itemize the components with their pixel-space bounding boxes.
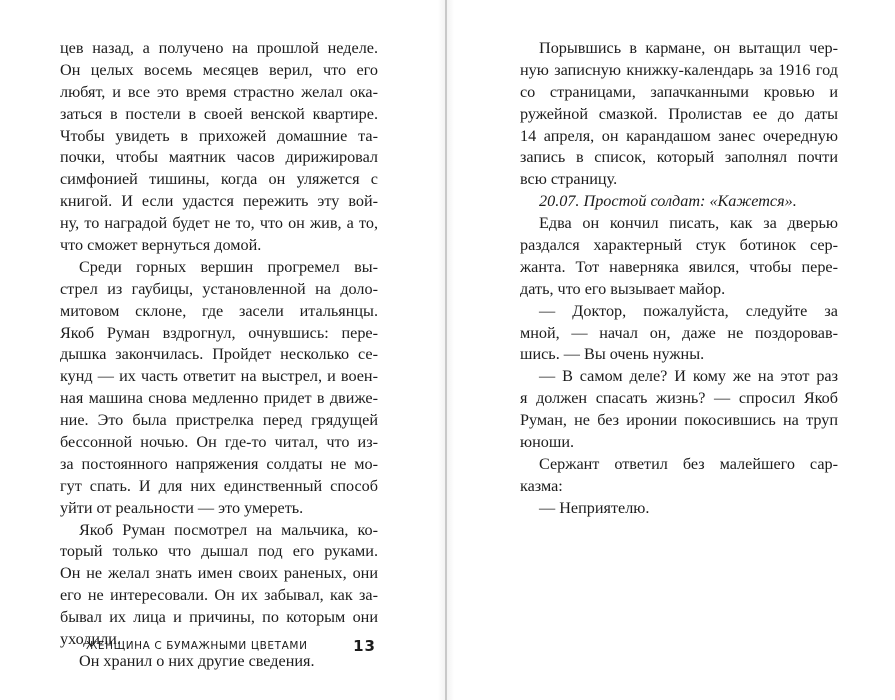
left-page-footer bbox=[60, 637, 378, 657]
left-line-23: Якоб Руман посмотрел на мальчика, ко- bbox=[79, 520, 378, 539]
right-line-22: — Неприятелю. bbox=[539, 498, 650, 517]
right-line-17: я должен спасать жизнь? — спросил Якоб bbox=[520, 389, 838, 408]
left-line-19: бессонной ночью. Он где-то читал, что из- bbox=[60, 433, 378, 452]
running-title: ЖЕНЩИНА С БУМАЖНЫМИ ЦВЕТАМИ bbox=[86, 640, 308, 652]
left-line-4: заться в постели в своей венской квартире. bbox=[60, 104, 378, 123]
left-line-7: симфонией тишины, когда он уляжется с bbox=[60, 170, 378, 189]
left-line-13: митовом склоне, где засели итальянцы. bbox=[60, 301, 378, 320]
right-page-text bbox=[520, 38, 838, 520]
left-line-21: гут спать. И для них единственный способ bbox=[60, 476, 378, 495]
right-line-13: — Доктор, пожалуйста, следуйте за bbox=[539, 301, 838, 320]
right-line-4: ружейной смазкой. Пролистав ее до даты bbox=[520, 104, 838, 123]
left-line-20: за постоянного напряжения солдаты не мо- bbox=[60, 454, 378, 473]
left-line-15: дышка закончилась. Пройдет несколько се- bbox=[60, 345, 378, 364]
left-line-12: стрел из гаубицы, установленной на доло- bbox=[60, 279, 378, 298]
right-line-9: Едва он кончил писать, как за дверью bbox=[539, 214, 838, 233]
left-line-18: ние. Это была пристрелка перед грядущей bbox=[60, 411, 378, 430]
left-page-text bbox=[60, 38, 378, 673]
right-line-21: казма: bbox=[520, 476, 563, 495]
right-line-10: раздался характерный стук ботинок сер- bbox=[520, 236, 838, 255]
right-line-5: 14 апреля, он карандашом занес очередную bbox=[520, 126, 838, 145]
left-line-22: уйти от реальности — это умереть. bbox=[60, 498, 304, 517]
right-line-14: мной, — начал он, даже не поздоровав- bbox=[520, 323, 838, 342]
left-line-5: Чтобы увидеть в прихожей домашние та- bbox=[60, 126, 378, 145]
left-line-10: что сможет вернуться домой. bbox=[60, 236, 262, 255]
right-line-18: Руман, не без иронии покосившись на труп bbox=[520, 411, 838, 430]
left-line-9: ну, то наградой будет не то, что он жив, а то, bbox=[60, 214, 378, 233]
left-line-8: книгой. И если удастся пережить эту вой- bbox=[60, 192, 378, 211]
left-line-1: цев назад, а получено на прошлой неделе. bbox=[60, 39, 378, 57]
right-line-11: жанта. Тот наверняка явился, чтобы пере- bbox=[520, 257, 838, 276]
right-line-16: — В самом деле? И кому же на этот раз bbox=[539, 367, 838, 386]
left-line-11: Среди горных вершин прогремел вы- bbox=[79, 257, 378, 276]
right-line-1: Порывшись в кармане, он вытащил чер- bbox=[539, 39, 838, 57]
left-line-24: торый только что дышал под его руками. bbox=[60, 542, 378, 561]
right-line-7: всю страницу. bbox=[520, 170, 618, 189]
left-line-26: его не интересовали. Он их забывал, как за- bbox=[60, 586, 378, 605]
left-line-27: бывал их лица и причины, по которым они bbox=[60, 608, 378, 627]
left-line-28: уходили. bbox=[60, 630, 121, 649]
right-line-8: 20.07. Простой солдат: «Кажется». bbox=[539, 192, 797, 211]
right-line-2: ную записную книжку-календарь за 1916 год bbox=[520, 60, 838, 79]
right-line-12: дать, что его вызывает майор. bbox=[520, 279, 726, 298]
left-line-17: ная машина снова медленно придет в движе- bbox=[60, 389, 378, 408]
left-line-25: Он не желал знать имен своих раненых, они bbox=[60, 564, 378, 583]
page-number: 13 bbox=[353, 637, 376, 655]
left-line-6: почки, чтобы маятник часов дирижировал bbox=[60, 148, 378, 167]
right-line-15: шись. — Вы очень нужны. bbox=[520, 345, 705, 364]
right-line-3: со страницами, запачканными кровью и bbox=[520, 82, 838, 101]
left-line-29: Он хранил о них другие сведения. bbox=[79, 651, 315, 670]
right-line-20: Сержант ответил без малейшего сар- bbox=[539, 454, 838, 473]
left-line-16: кунд — их часть ответит на выстрел, и воен- bbox=[60, 367, 378, 386]
right-line-19: юноши. bbox=[520, 433, 575, 452]
gutter-line bbox=[445, 0, 447, 700]
left-line-2: Он целых восемь месяцев верил, что его bbox=[60, 60, 378, 79]
right-line-6: запись в список, который заполнял почти bbox=[520, 148, 838, 167]
left-line-14: Якоб Руман вздрогнул, очнувшись: пере- bbox=[60, 323, 378, 342]
left-line-3: любят, и все это время страстно желал ока- bbox=[60, 82, 378, 101]
